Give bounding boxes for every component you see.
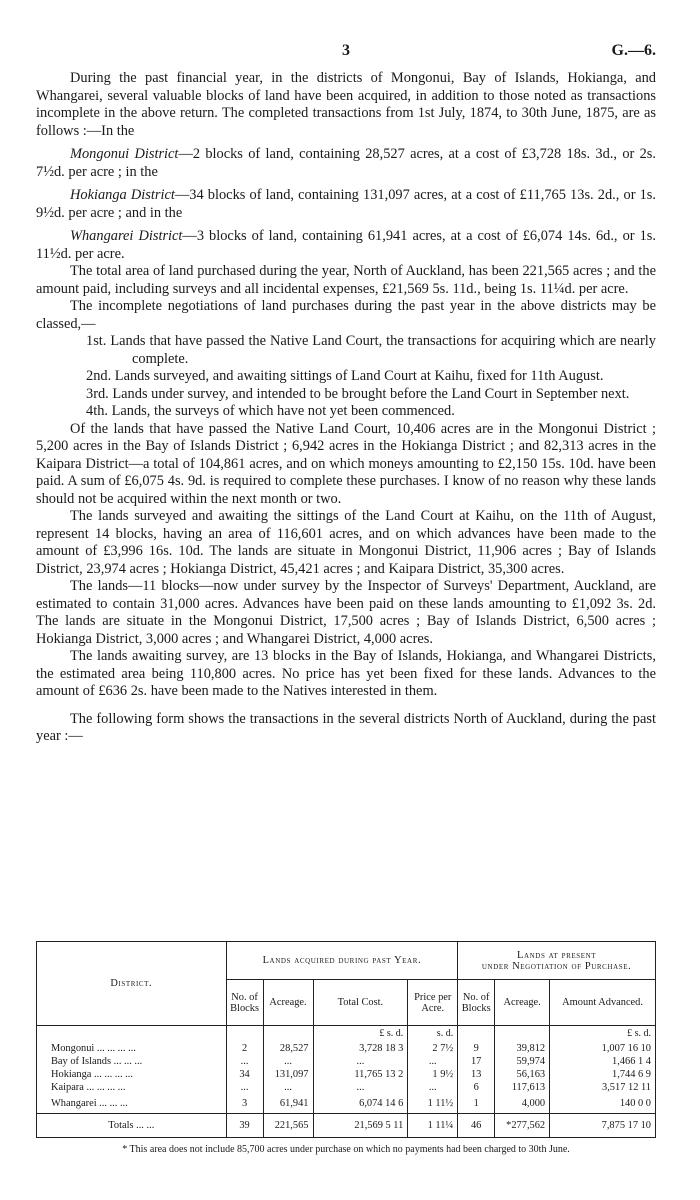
no-cell: ... [226, 1055, 263, 1068]
cost-cell: ... [313, 1055, 408, 1068]
cost-cell: 11,765 13 2 [313, 1068, 408, 1081]
table-row [37, 1081, 656, 1094]
district-text: —3 blocks of land, containing 61,941 acres, at a cost of £6,074 14s. 6d., or 1s. 11½d. per acre. [36, 228, 656, 262]
acreage-cell: 131,097 [263, 1068, 313, 1081]
table-row [37, 1055, 656, 1068]
units-price: s. d. [408, 1026, 458, 1042]
no2-cell: 6 [458, 1081, 495, 1094]
advanced-cell: 3,517 12 11 [550, 1081, 656, 1094]
district-cell: Kaipara ... ... ... ... [37, 1081, 227, 1094]
totals-no: 39 [226, 1114, 263, 1138]
totals-acreage2: *277,562 [495, 1114, 550, 1138]
advanced-cell: 140 0 0 [550, 1094, 656, 1114]
advanced-cell: 1,744 6 9 [550, 1068, 656, 1081]
totals-advanced: 7,875 17 10 [550, 1114, 656, 1138]
body-paragraph: The lands—11 blocks—now under survey by the Inspector of Surveys' Department, Auckland, are estimated to contain 31,000 acres. Advances have been paid on these lands amounting to £1,092 3s. 2d. The lands are situate in the Mongonui District, 17,500 acres ; Bay of Islands District, 6,500 acres ; Hokianga District, 3,000 acres ; and Whangarei District, 4,000 acres. [36, 578, 656, 647]
table-row [37, 1042, 656, 1055]
document-page [36, 36, 657, 1155]
negotiation-group-header [458, 942, 656, 980]
col-acreage: Acreage. [263, 980, 313, 1026]
col-price-per-acre: Price per Acre. [408, 980, 458, 1026]
body-text [36, 70, 656, 746]
acreage-cell: ... [263, 1055, 313, 1068]
body-paragraph: The lands awaiting survey, are 13 blocks in the Bay of Islands, Hokianga, and Whangarei Districts, the estimated area being 110,800 acres. No price has yet been fixed for these lands. Advances to the amount of £636 2s. have been made to the Natives interested in them. [36, 648, 656, 699]
col-amount-advanced: Amount Advanced. [550, 980, 656, 1026]
price-cell: 2 7½ [408, 1042, 458, 1055]
class-item: 2nd. Lands surveyed, and awaiting sittings of Land Court at Kaihu, fixed for 11th August. [86, 368, 604, 384]
col-total-cost: Total Cost. [313, 980, 408, 1026]
col-no-blocks: No. of Blocks [226, 980, 263, 1026]
no2-cell: 13 [458, 1068, 495, 1081]
acreage2-cell: 56,163 [495, 1068, 550, 1081]
district-text: —2 blocks of land, containing 28,527 acres, at a cost of £3,728 18s. 3d., or 2s. 7½d. per acre ; in the [36, 146, 656, 180]
acreage-cell: ... [263, 1081, 313, 1094]
no-cell: 34 [226, 1068, 263, 1081]
price-cell: 1 9½ [408, 1068, 458, 1081]
district-paragraph-mongonui [36, 146, 656, 181]
no-cell: 2 [226, 1042, 263, 1055]
document-reference: G.—6. [611, 42, 656, 59]
table-row [37, 1094, 656, 1114]
cost-cell: 6,074 14 6 [313, 1094, 408, 1114]
district-name: Mongonui District [70, 146, 179, 162]
acreage2-cell: 39,812 [495, 1042, 550, 1055]
district-cell: Whangarei ... ... ... [37, 1094, 227, 1114]
district-paragraph-hokianga [36, 187, 656, 222]
acreage2-cell: 117,613 [495, 1081, 550, 1094]
cost-cell: ... [313, 1081, 408, 1094]
acreage-cell: 28,527 [263, 1042, 313, 1055]
totals-row [37, 1114, 656, 1138]
totals-label: Totals ... ... [37, 1114, 227, 1138]
acreage2-cell: 59,974 [495, 1055, 550, 1068]
negotiation-header-line2: under Negotiation of Purchase. [481, 960, 632, 972]
price-cell: ... [408, 1081, 458, 1094]
district-name: Whangarei District [70, 228, 183, 244]
totals-price: 1 11¼ [408, 1114, 458, 1138]
no-cell: ... [226, 1081, 263, 1094]
transactions-table-wrapper [36, 941, 656, 1155]
no2-cell: 9 [458, 1042, 495, 1055]
negotiation-header-line1: Lands at present [517, 949, 597, 961]
body-paragraph: Of the lands that have passed the Native Land Court, 10,406 acres are in the Mongonui District ; 5,200 acres in the Bay of Islands District ; 6,942 acres in the Hokianga District ; and 82,313 acres in the Kaipara District—a total of 104,861 acres, and on which moneys amounting to £2,150 15s. 10d. have been paid. A sum of £6,075 4s. 9d. is required to complete these purchases. I know of no reason why these lands should not be acquired within the next month or two. [36, 420, 656, 507]
table-lead-paragraph: The following form shows the transactions in the several districts North of Auckland, during the past year :— [36, 710, 656, 744]
transactions-table [36, 941, 656, 1138]
class-item: 3rd. Lands under survey, and intended to be brought before the Land Court in September next. [86, 385, 630, 402]
classed-paragraph: The incomplete negotiations of land purchases during the past year in the above districts may be classed,— [36, 298, 656, 332]
acquired-group-header: Lands acquired during past Year. [226, 942, 458, 980]
district-text: —34 blocks of land, containing 131,097 acres, at a cost of £11,765 13s. 2d., or 1s. 9½d. per acre ; and in the [36, 187, 657, 221]
units-cost: £ s. d. [313, 1026, 408, 1042]
table-row [37, 1068, 656, 1081]
price-cell: ... [408, 1055, 458, 1068]
totals-no2: 46 [458, 1114, 495, 1138]
no2-cell: 1 [458, 1094, 495, 1114]
district-cell: Mongonui ... ... ... ... [37, 1042, 227, 1055]
units-row [37, 1026, 656, 1042]
acreage2-cell: 4,000 [495, 1094, 550, 1114]
acreage-cell: 61,941 [263, 1094, 313, 1114]
class-item: 4th. Lands, the surveys of which have not yet been commenced. [86, 403, 455, 419]
body-paragraph: The lands surveyed and awaiting the sittings of the Land Court at Kaihu, on the 11th of August, represent 14 blocks, having an area of 116,601 acres, and on which advances have been made to the amount of £3,996 16s. 10d. The lands are situate in Mongonui District, 11,906 acres ; Bay of Islands District, 23,974 acres ; Hokianga District, 45,421 acres ; and Kaipara District, 35,300 acres. [36, 508, 656, 577]
class-item: 1st. Lands that have passed the Native Land Court, the transactions for acquiring which are nearly complete. [86, 333, 656, 367]
page-header [36, 36, 656, 70]
totals-cost: 21,569 5 11 [313, 1114, 408, 1138]
district-name: Hokianga District [70, 187, 175, 203]
cost-cell: 3,728 18 3 [313, 1042, 408, 1055]
district-paragraph-whangarei [36, 228, 656, 263]
no2-cell: 17 [458, 1055, 495, 1068]
district-header: District. [37, 942, 227, 1026]
col-acreage-negotiation: Acreage. [495, 980, 550, 1026]
col-no-blocks-negotiation: No. of Blocks [458, 980, 495, 1026]
advanced-cell: 1,466 1 4 [550, 1055, 656, 1068]
table-footnote: * This area does not include 85,700 acres under purchase on which no payments had been charged to 30th June. [122, 1144, 570, 1155]
units-advanced: £ s. d. [550, 1026, 656, 1042]
price-cell: 1 11½ [408, 1094, 458, 1114]
district-cell: Hokianga ... ... ... ... [37, 1068, 227, 1081]
page-number: 3 [342, 42, 350, 59]
intro-paragraph: During the past financial year, in the districts of Mongonui, Bay of Islands, Hokianga, and Whangarei, several valuable blocks of land have been acquired, in addition to those noted as transactions incomplete in the above return. The completed transactions from 1st July, 1874, to 30th June, 1875, are as follows :—In the [36, 70, 656, 139]
advanced-cell: 1,007 16 10 [550, 1042, 656, 1055]
no-cell: 3 [226, 1094, 263, 1114]
total-paragraph: The total area of land purchased during the year, North of Auckland, has been 221,565 acres ; and the amount paid, including surveys and all incidental expenses, £21,569 5s. 11d., being 1s. 11¼d. per acre. [36, 263, 656, 297]
totals-acreage: 221,565 [263, 1114, 313, 1138]
district-cell: Bay of Islands ... ... ... [37, 1055, 227, 1068]
